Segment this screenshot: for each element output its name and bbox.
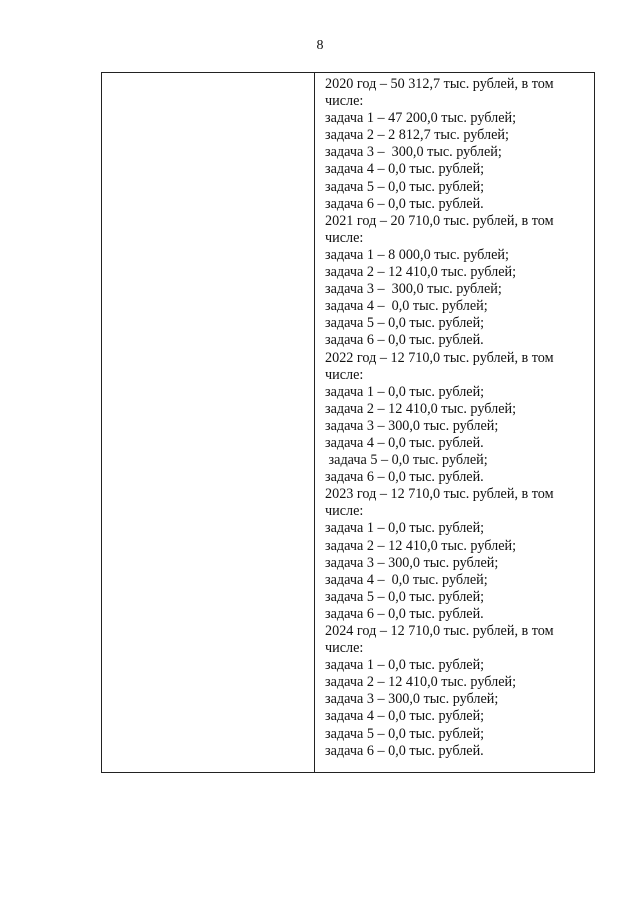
text-line: задача 1 – 8 000,0 тыс. рублей; <box>325 246 509 263</box>
text-line: задача 4 – 0,0 тыс. рублей; <box>325 571 488 588</box>
text-line: числе: <box>325 93 364 110</box>
text-line: числе: <box>325 503 364 520</box>
page-number: 8 <box>316 38 324 53</box>
text-line: задача 3 – 300,0 тыс. рублей; <box>325 691 499 708</box>
text-line: задача 4 – 0,0 тыс. рублей; <box>325 708 485 725</box>
text-line: задача 2 – 12 410,0 тыс. рублей; <box>325 264 517 281</box>
text-line: числе: <box>325 366 364 383</box>
text-line: задача 6 – 0,0 тыс. рублей. <box>325 195 484 212</box>
text-line: задача 4 – 0,0 тыс. рублей; <box>325 161 485 178</box>
text-line: задача 3 – 300,0 тыс. рублей; <box>325 281 502 298</box>
text-line: 2024 год – 12 710,0 тыс. рублей, в том <box>325 623 554 639</box>
text-line: задача 1 – 0,0 тыс. рублей; <box>325 520 485 537</box>
table-value-cell <box>325 73 590 772</box>
text-line: задача 6 – 0,0 тыс. рублей. <box>325 605 484 622</box>
text-line: 2021 год – 20 710,0 тыс. рублей, в том <box>325 212 554 229</box>
text-line: задача 5 – 0,0 тыс. рублей; <box>325 452 488 469</box>
text-line: задача 1 – 0,0 тыс. рублей; <box>325 383 485 400</box>
text-line: задача 3 – 300,0 тыс. рублей; <box>325 554 499 571</box>
text-line: задача 6 – 0,0 тыс. рублей. <box>325 469 484 486</box>
text-line: задача 3 – 300,0 тыс. рублей; <box>325 144 502 161</box>
table-label-cell <box>102 73 314 772</box>
funding-table <box>101 72 595 773</box>
text-line: задача 2 – 12 410,0 тыс. рублей; <box>325 674 517 691</box>
text-line: задача 1 – 47 200,0 тыс. рублей; <box>325 110 517 127</box>
text-line: задача 1 – 0,0 тыс. рублей; <box>325 657 485 674</box>
text-line: задача 5 – 0,0 тыс. рублей; <box>325 315 485 332</box>
text-line: числе: <box>325 229 364 246</box>
text-line: задача 2 – 2 812,7 тыс. рублей; <box>325 127 509 144</box>
text-line: задача 5 – 0,0 тыс. рублей; <box>325 178 485 195</box>
text-line: 2023 год – 12 710,0 тыс. рублей, в том <box>325 486 554 503</box>
text-line: задача 2 – 12 410,0 тыс. рублей; <box>325 537 517 554</box>
text-line: задача 5 – 0,0 тыс. рублей; <box>325 725 485 742</box>
text-line: 2022 год – 12 710,0 тыс. рублей, в том <box>325 349 554 366</box>
text-line: задача 2 – 12 410,0 тыс. рублей; <box>325 400 517 417</box>
column-divider <box>314 73 315 772</box>
text-line: 2020 год – 50 312,7 тыс. рублей, в том <box>325 76 554 92</box>
text-line: задача 4 – 0,0 тыс. рублей. <box>325 434 484 451</box>
text-line: задача 6 – 0,0 тыс. рублей. <box>325 332 484 349</box>
text-line: задача 5 – 0,0 тыс. рублей; <box>325 588 485 605</box>
text-line: задача 3 – 300,0 тыс. рублей; <box>325 417 499 434</box>
text-line: задача 6 – 0,0 тыс. рублей. <box>325 742 484 759</box>
text-line: задача 4 – 0,0 тыс. рублей; <box>325 298 488 315</box>
text-line: числе: <box>325 640 364 657</box>
